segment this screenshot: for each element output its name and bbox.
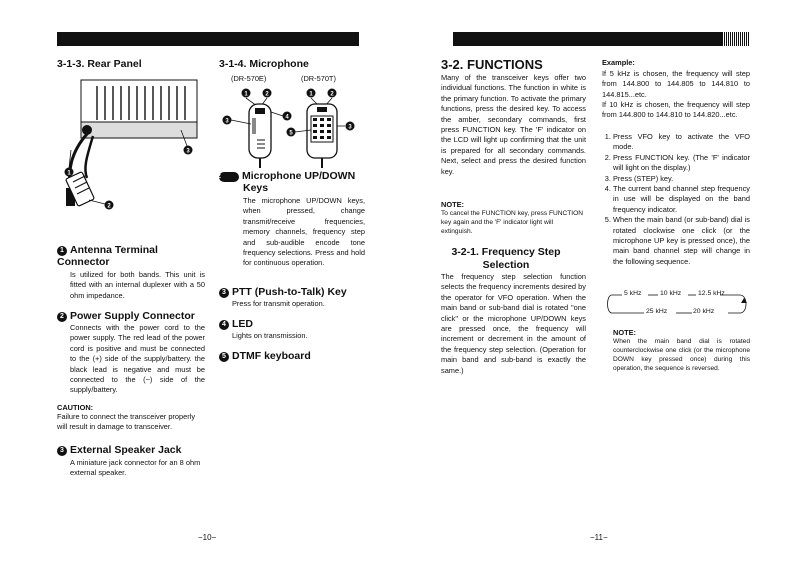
example-label: Example:	[602, 58, 635, 67]
functions-note-label: NOTE:	[441, 200, 464, 209]
svg-text:1: 1	[244, 91, 248, 98]
microphone-title: 3-1-4. Microphone	[219, 58, 309, 70]
procedure-steps	[602, 132, 750, 267]
item-number-badge: 5	[219, 352, 229, 362]
rear-panel-diagram	[57, 72, 207, 232]
left-header-bar	[57, 32, 359, 46]
mic-item-ptt	[219, 286, 365, 309]
svg-text:3: 3	[348, 124, 352, 131]
step-item: 5. When the main band (or sub-band) dial is rotated clockwise one click (or the microphone UP key is pressed once), the main band channel step will change in the following sequence.	[613, 215, 750, 267]
step-value-12-5khz: 12.5 kHz	[698, 290, 725, 297]
led-title: LED	[232, 318, 253, 330]
power-cable	[85, 136, 93, 178]
example-note-text: When the main band dial is rotated counterclockwise one click (or the microphone DOWN key pressed once) during this operation, the sequence is reversed.	[613, 338, 750, 372]
right-header-bar	[453, 32, 750, 46]
item-number-badge: 2	[57, 312, 67, 322]
led-body: Lights on transmission.	[232, 331, 308, 340]
rear-item-speaker	[57, 444, 205, 479]
rear-item-antenna	[57, 244, 205, 301]
item-number-badge: 3	[57, 446, 67, 456]
antenna-title: Antenna Terminal Connector	[57, 244, 158, 268]
svg-text:1: 1	[309, 91, 313, 98]
step-sequence-diagram	[604, 286, 750, 322]
step-value-10khz: 10 kHz	[660, 290, 682, 297]
functions-body: Many of the transceiver keys offer two individual functions. The function in white is the primary function. To activate the primary functions, press the desired key. To access the amber, secondary commands, first press FUNCTION key. The 'F' indicator on the LCD will light up confirming that the unit is prepared for all secondary commands. Next, select and press the desired function key.	[441, 73, 586, 176]
caution-text: Failure to connect the transceiver properly will result in damage to transceiver.	[57, 412, 196, 432]
updown-title: Microphone UP/DOWN Keys	[242, 170, 356, 194]
step-value-5khz: 5 kHz	[624, 290, 642, 297]
functions-note-text: To cancel the FUNCTION key, press FUNCTION key again and the 'F' indicator light will extinguish.	[441, 210, 584, 235]
mic-dr570t	[287, 89, 355, 169]
left-page-number: −10−	[198, 533, 217, 542]
freq-step-title: 3-2-1. Frequency Step Selection	[451, 246, 561, 271]
step-value-25khz: 25 kHz	[646, 308, 668, 315]
step-item: 4. The current band channel step frequency in use will be displayed on the band frequency indicator.	[613, 184, 750, 215]
mic-item-led	[219, 318, 365, 341]
header-bar-hatch	[722, 32, 750, 46]
ptt-title: PTT (Push-to-Talk) Key	[232, 286, 347, 298]
dtmf-title: DTMF keyboard	[232, 350, 311, 362]
power-body: Connects with the power cord to the power supply. The red lead of the power cord is positive and must be connected to the (+) side of the supply/battery. the black lead is negative and must be connected to the (−) side of the supply/battery.	[70, 323, 205, 395]
mic-item-updown	[213, 170, 365, 269]
caution-block	[57, 403, 205, 433]
item-number-badge: 12	[219, 172, 239, 182]
functions-title: 3-2. FUNCTIONS	[441, 57, 543, 72]
speaker-body: A miniature jack connector for an 8 ohm external speaker.	[70, 458, 201, 478]
antenna-connector	[82, 125, 92, 135]
antenna-body: Is utilized for both bands. This unit is fitted with an internal duplexer with a 50 ohm impedance.	[70, 270, 205, 300]
example-note	[613, 328, 750, 373]
model-label-t: (DR-570T)	[301, 74, 336, 83]
svg-text:2: 2	[265, 91, 269, 98]
svg-text:2: 2	[330, 91, 334, 98]
example-para-10khz: If 10 kHz is chosen, the frequency will step from 144.800 to 144.810 to 144.820...etc.	[602, 100, 750, 120]
svg-text:1: 1	[67, 170, 71, 177]
step-value-20khz: 20 kHz	[693, 308, 715, 315]
ptt-body: Press for transmit operation.	[232, 299, 325, 308]
power-title: Power Supply Connector	[70, 310, 195, 322]
svg-text:4: 4	[285, 114, 289, 121]
rear-item-power	[57, 310, 205, 396]
svg-text:2: 2	[107, 203, 111, 210]
mic-dr570e	[223, 89, 292, 169]
step-item: 1. Press VFO key to activate the VFO mode.	[613, 132, 750, 153]
item-number-badge: 4	[219, 320, 229, 330]
caution-label: CAUTION:	[57, 403, 94, 412]
item-number-badge: 1	[57, 246, 67, 256]
example-note-label: NOTE:	[613, 328, 636, 337]
step-item: 2. Press FUNCTION key. (The 'F' indicator will light on the display.)	[613, 153, 750, 174]
svg-text:3: 3	[225, 118, 229, 125]
model-label-e: (DR-570E)	[231, 74, 267, 83]
step-item: 3. Press (STEP) key.	[613, 174, 750, 184]
microphone-diagram	[219, 84, 359, 170]
mic-item-dtmf	[219, 350, 365, 362]
updown-body: The microphone UP/DOWN keys, when pressed, change transmit/receive frequencies, memory channels, frequency step and sub-audible encode tone frequency selections. Press and hold for continuous operation.	[243, 196, 365, 268]
svg-text:5: 5	[289, 130, 293, 137]
item-number-badge: 3	[219, 288, 229, 298]
functions-note	[441, 200, 586, 236]
svg-text:3: 3	[186, 148, 190, 155]
freq-step-body: The frequency step selection function selects the frequency increments desired by the operator for VFO operation. When the main band or sub-band dial is rotated "one click" or the microphone UP/DOWN keys are pressed once, the frequency will increment or decrement in the amount of the frequency step selection. (Operation for main band and sub-band is exactly the same.)	[441, 272, 586, 375]
rear-panel-title: 3-1-3. Rear Panel	[57, 58, 142, 70]
speaker-title: External Speaker Jack	[70, 444, 182, 456]
right-page-number: −11−	[590, 533, 608, 542]
example-para-5khz: If 5 kHz is chosen, the frequency will step from 144.800 to 144.805 to 144.810 to 144.815...etc.	[602, 69, 750, 99]
